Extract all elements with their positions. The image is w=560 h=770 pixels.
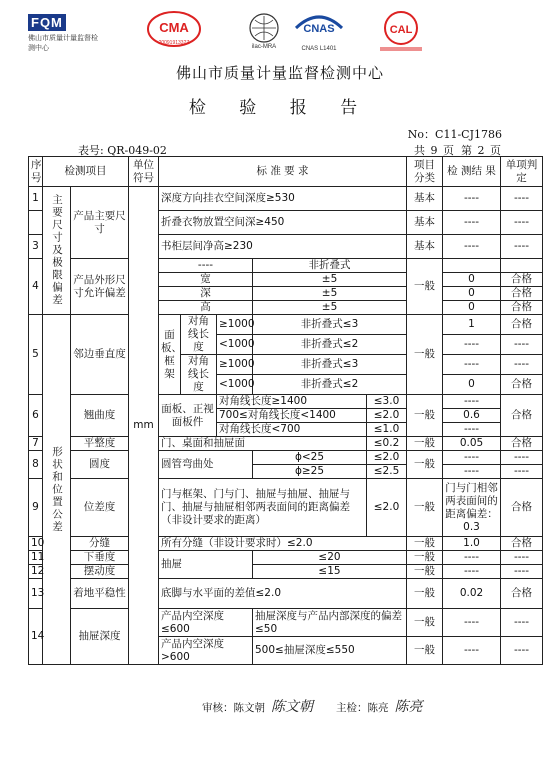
verdict: ----: [501, 335, 543, 355]
standard-text: 非折叠式: [253, 259, 407, 273]
verdict: ----: [501, 187, 543, 211]
reviewer-signature: 陈文朝: [271, 699, 313, 715]
organization-name: 佛山市质量计量监督检测中心: [175, 64, 384, 82]
standard-text: ≥1000: [217, 315, 253, 335]
tester-signature: 陈亮: [394, 699, 423, 715]
verdict: ----: [501, 355, 543, 375]
result: ----: [443, 423, 501, 437]
item-name: 邻边垂直度: [71, 315, 129, 395]
standard-text: 高: [159, 301, 253, 315]
standard-text: 非折叠式≤2: [253, 335, 407, 355]
table-row: [29, 565, 543, 579]
verdict: ----: [501, 451, 543, 465]
result: ----: [443, 637, 501, 665]
result: ----: [443, 565, 501, 579]
header-standard: 标 准 要 求: [159, 157, 407, 187]
standard-text: 非折叠式≤2: [253, 375, 407, 395]
row-number: 9: [29, 479, 43, 537]
table-row: [29, 609, 543, 637]
table-row: [29, 395, 543, 409]
result: 0: [443, 301, 501, 315]
standard-text: 所有分缝（非设计要求时）≤2.0: [159, 537, 407, 551]
standard-text: ±5: [253, 273, 407, 287]
standard-text: ϕ≥25: [253, 465, 367, 479]
tester: [336, 696, 423, 716]
standard-text: 500≤抽屉深度≤550: [253, 637, 407, 665]
table-row: [29, 437, 543, 451]
verdict: 合格: [501, 479, 543, 537]
inspection-table: [28, 156, 543, 665]
row-number: 11: [29, 551, 43, 565]
standard-text: 深: [159, 287, 253, 301]
svg-text:CNAS: CNAS: [303, 23, 335, 35]
category: 一般: [407, 551, 443, 565]
table-row: [29, 187, 543, 211]
result: ----: [443, 451, 501, 465]
standard-text: 底脚与水平面的差值≤2.0: [159, 579, 407, 609]
verdict: 合格: [501, 273, 543, 287]
verdict: [501, 259, 543, 273]
item-name: 抽屉深度: [71, 609, 129, 665]
category: 一般: [407, 537, 443, 551]
header-item: 检测项目: [43, 157, 129, 187]
table-row: [29, 537, 543, 551]
category: 基本: [407, 235, 443, 259]
standard-text: 宽: [159, 273, 253, 287]
standard-text: ±5: [253, 301, 407, 315]
cal-seal-icon: [372, 8, 430, 54]
standard-text: 700≤对角线长度<1400: [217, 409, 367, 423]
standard-value: ≤20: [253, 551, 407, 565]
logo-bar: [0, 8, 560, 56]
cma-seal-icon: [145, 8, 203, 50]
item-name: 产品外形尺寸允许偏差: [71, 259, 129, 315]
report-number: No：C11-CJ1786: [407, 128, 502, 141]
reviewer: [202, 696, 313, 716]
item-name: 产品主要尺寸: [71, 187, 129, 259]
item-name: 分缝: [71, 537, 129, 551]
verdict: ----: [501, 551, 543, 565]
reviewer-label: 审核：陈文朝: [202, 702, 265, 714]
category: 一般: [407, 395, 443, 437]
result: [443, 259, 501, 273]
standard-text: 对角线长度: [181, 355, 217, 395]
row-number: 5: [29, 315, 43, 395]
standard-value: ≤15: [253, 565, 407, 579]
standard-text: 门与框架、门与门、抽屉与抽屉、抽屉与门、抽屉与抽屉相邻两表面间的距离偏差（非设计要求的距离）: [159, 479, 367, 537]
standard-text: 非折叠式≤3: [253, 355, 407, 375]
header-verdict: 单项判定: [501, 157, 543, 187]
page-total: 共 9 页: [414, 144, 455, 157]
verdict: 合格: [501, 301, 543, 315]
item-name: 下垂度: [71, 551, 129, 565]
header-category: 项目分类: [407, 157, 443, 187]
standard-text: 抽屉深度与产品内部深度的偏差≤50: [253, 609, 407, 637]
standard-text: ϕ<25: [253, 451, 367, 465]
category: 基本: [407, 187, 443, 211]
item-name: 位差度: [71, 479, 129, 537]
verdict: 合格: [501, 315, 543, 335]
header-seq: 序号: [29, 157, 43, 187]
category: 一般: [407, 315, 443, 395]
standard-text: 产品内空深度≤600: [159, 609, 253, 637]
header-unit: 单位符号: [129, 157, 159, 187]
table-row: [29, 579, 543, 609]
category: 一般: [407, 259, 443, 315]
verdict: 合格: [501, 537, 543, 551]
category: 一般: [407, 565, 443, 579]
svg-text:CAL: CAL: [389, 24, 413, 36]
result: 0: [443, 287, 501, 301]
standard-text: 产品内空深度>600: [159, 637, 253, 665]
category: 一般: [407, 437, 443, 451]
standard-text: <1000: [217, 375, 253, 395]
row-number: 6: [29, 395, 43, 437]
standard-text: 书柜层间净高≥230: [159, 235, 407, 259]
standard-text: 对角线长度<700: [217, 423, 367, 437]
row-number: 8: [29, 451, 43, 479]
item-name: 平整度: [71, 437, 129, 451]
row-number: 14: [29, 609, 43, 665]
verdict: 合格: [501, 287, 543, 301]
item-name: 着地平稳性: [71, 579, 129, 609]
standard-value: ≤0.2: [367, 437, 407, 451]
header-result: 检 测结 果: [443, 157, 501, 187]
verdict: ----: [501, 565, 543, 579]
verdict: 合格: [501, 395, 543, 437]
standard-text: 圆管弯曲处: [159, 451, 253, 479]
verdict: ----: [501, 637, 543, 665]
verdict: ----: [501, 465, 543, 479]
result: ----: [443, 609, 501, 637]
result: 门与门相邻两表面间的距离偏差：0.3: [443, 479, 501, 537]
tester-label: 主检：陈亮: [336, 702, 389, 714]
standard-value: ≤3.0: [367, 395, 407, 409]
table-row: [29, 315, 543, 335]
verdict: 合格: [501, 375, 543, 395]
standard-value: ≤1.0: [367, 423, 407, 437]
standard-text: 抽屉: [159, 551, 253, 579]
standard-value: ≤2.0: [367, 451, 407, 465]
row-number: 3: [29, 235, 43, 259]
ilac-mra-icon: [238, 10, 290, 50]
result: 0: [443, 273, 501, 287]
svg-text:2009191332Z: 2009191332Z: [158, 40, 190, 46]
result: ----: [443, 211, 501, 235]
standard-text: ±5: [253, 287, 407, 301]
group-main-dimensions: 主要尺寸及极限偏差: [43, 187, 71, 315]
result: 0: [443, 375, 501, 395]
category: 一般: [407, 579, 443, 609]
row-number: 7: [29, 437, 43, 451]
item-name: 圆度: [71, 451, 129, 479]
result: ----: [443, 355, 501, 375]
result: ----: [443, 465, 501, 479]
row-number: 4: [29, 259, 43, 315]
standard-text: 面板、框架: [159, 315, 181, 395]
unit-mm: mm: [129, 187, 159, 665]
standard-text: ≥1000: [217, 355, 253, 375]
result: 0.6: [443, 409, 501, 423]
verdict: ----: [501, 235, 543, 259]
row-number: 13: [29, 579, 43, 609]
item-name: 摆动度: [71, 565, 129, 579]
standard-text: 对角线长度: [181, 315, 217, 355]
standard-text: 对角线长度≥1400: [217, 395, 367, 409]
verdict: ----: [501, 211, 543, 235]
form-number: 表号: QR-049-02: [78, 144, 167, 157]
standard-text: 面板、正视面板件: [159, 395, 217, 437]
row-number: 12: [29, 565, 43, 579]
row-number: [29, 211, 43, 235]
result: 1.0: [443, 537, 501, 551]
result: 1: [443, 315, 501, 335]
category: 一般: [407, 637, 443, 665]
standard-text: 折叠衣物放置空间深≥450: [159, 211, 407, 235]
category: 一般: [407, 451, 443, 479]
result: ----: [443, 395, 501, 409]
standard-value: ≤2.0: [367, 409, 407, 423]
standard-text: 深度方向挂衣空间深度≥530: [159, 187, 407, 211]
svg-text:ilac-MRA: ilac-MRA: [251, 44, 277, 50]
row-number: 10: [29, 537, 43, 551]
standard-text: <1000: [217, 335, 253, 355]
row-number: 1: [29, 187, 43, 211]
category: 一般: [407, 609, 443, 637]
result: 0.02: [443, 579, 501, 609]
result: ----: [443, 551, 501, 565]
group-shape-position: 形状和位置公差: [43, 315, 71, 665]
cnas-icon: [290, 8, 348, 54]
table-row: [29, 551, 543, 565]
result: ----: [443, 235, 501, 259]
result: ----: [443, 187, 501, 211]
standard-value: ≤2.5: [367, 465, 407, 479]
svg-text:CNAS L1401: CNAS L1401: [301, 46, 337, 52]
standard-text: ----: [159, 259, 253, 273]
page-current: 第 2 页: [461, 144, 502, 157]
report-title: 检 验 报 告: [188, 98, 372, 118]
table-row: [29, 451, 543, 465]
category: 基本: [407, 211, 443, 235]
verdict: ----: [501, 609, 543, 637]
svg-text:CMA: CMA: [159, 20, 189, 35]
fqm-logo: FQM 佛山市质量计量监督检测中心: [28, 15, 98, 52]
table-row: [29, 479, 543, 537]
verdict: 合格: [501, 437, 543, 451]
result: ----: [443, 335, 501, 355]
header-row: [29, 157, 543, 187]
standard-value: ≤2.0: [367, 479, 407, 537]
standard-text: 非折叠式≤3: [253, 315, 407, 335]
standard-text: 门、桌面和抽屉面: [159, 437, 367, 451]
category: 一般: [407, 479, 443, 537]
verdict: 合格: [501, 579, 543, 609]
item-name: 翘曲度: [71, 395, 129, 437]
table-row: [29, 259, 543, 273]
result: 0.05: [443, 437, 501, 451]
